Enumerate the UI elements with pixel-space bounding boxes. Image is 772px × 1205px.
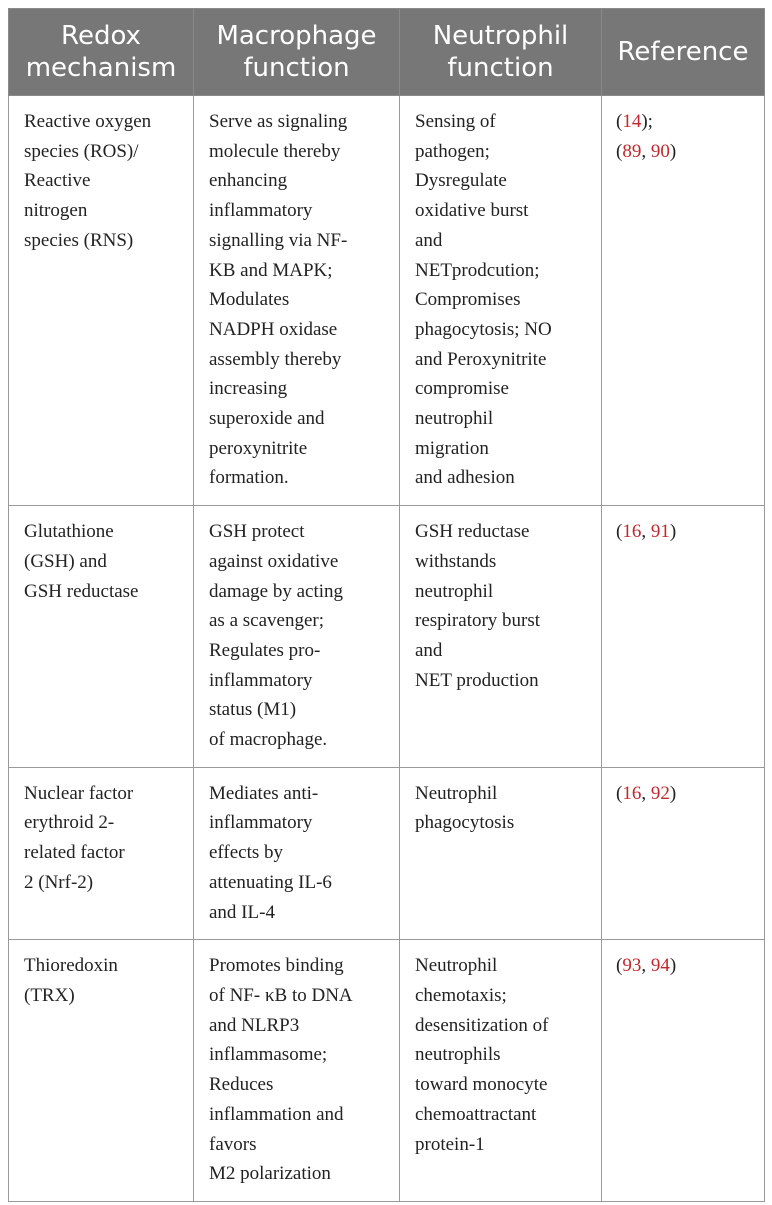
reference-punctuation: ( [616,782,623,804]
cell-reference [602,96,765,506]
mechanism-line: Nuclear factor [24,782,134,804]
macrophage-line: attenuating IL-6 [209,871,332,893]
reference-link[interactable]: 93 [622,955,642,977]
macrophage-line: KB and MAPK; [209,259,333,281]
macrophage-line: inflammatory [209,200,313,222]
reference-punctuation: ( [616,111,623,132]
mechanism-line: species (ROS)/ [24,140,139,162]
macrophage-line: of macrophage. [209,729,328,751]
reference-punctuation: ) [669,782,677,804]
mechanism-line: (GSH) and [24,550,107,572]
neutrophil-line: Neutrophil [415,955,498,977]
reference-line [616,779,756,809]
macrophage-line: inflammatory [209,812,313,834]
header-line: mechanism [25,53,177,83]
header-neutrophil-function [400,9,602,96]
header-line: function [447,53,554,83]
neutrophil-line: neutrophil [415,580,494,602]
reference-punctuation: ( [616,140,623,162]
reference-punctuation: , [641,955,651,977]
cell-redox-mechanism [9,96,194,506]
reference-line [616,107,756,137]
macrophage-line: Reduces [209,1074,274,1096]
mechanism-line: GSH reductase [24,580,139,602]
reference-punctuation: ) [669,521,677,543]
macrophage-line: Regulates pro- [209,639,321,661]
neutrophil-line: compromise [415,378,509,400]
neutrophil-line: neutrophil [415,408,494,430]
macrophage-line: assembly thereby [209,348,342,370]
reference-link[interactable]: 16 [622,782,642,804]
macrophage-line: status (M1) [209,699,297,721]
reference-line [616,137,756,167]
cell-redox-mechanism [9,767,194,940]
table-row [9,96,765,506]
header-redox-mechanism [9,9,194,96]
reference-punctuation: ) [669,955,677,977]
reference-punctuation: , [641,782,651,804]
cell-macrophage-function [194,940,400,1202]
neutrophil-line: chemoattractant [415,1103,537,1125]
reference-link[interactable]: 90 [650,140,670,162]
reference-link[interactable]: 89 [622,140,642,162]
table-row [9,940,765,1202]
mechanism-line: (TRX) [24,984,75,1006]
neutrophil-line: and adhesion [415,467,515,489]
neutrophil-line: respiratory burst [415,610,541,632]
neutrophil-line: chemotaxis; [415,984,507,1006]
neutrophil-line: Sensing of [415,111,496,132]
cell-redox-mechanism [9,940,194,1202]
mechanism-line: Thioredoxin [24,955,118,977]
macrophage-line: damage by acting [209,580,344,602]
neutrophil-line: withstands [415,550,497,572]
macrophage-line: formation. [209,467,289,489]
neutrophil-line: Neutrophil [415,782,498,804]
mechanism-line: Reactive oxygen [24,111,152,132]
reference-link[interactable]: 94 [650,955,670,977]
macrophage-line: and NLRP3 [209,1014,300,1036]
header-line: Macrophage [216,21,377,51]
macrophage-line: as a scavenger; [209,610,324,632]
neutrophil-line: Compromises [415,289,521,311]
mechanism-line: Reactive [24,170,91,192]
macrophage-line: superoxide and [209,408,325,430]
macrophage-line: NADPH oxidase [209,318,338,340]
header-line: Redox [61,21,141,51]
reference-line [616,517,756,547]
reference-link[interactable]: 14 [622,111,642,132]
mechanism-line: related factor [24,842,125,864]
cell-neutrophil-function [400,506,602,768]
macrophage-line: favors [209,1133,257,1155]
cell-reference [602,940,765,1202]
cell-reference [602,767,765,940]
neutrophil-line: phagocytosis; NO [415,318,552,340]
macrophage-line: inflammation and [209,1103,344,1125]
header-line: function [243,53,350,83]
macrophage-line: effects by [209,842,284,864]
reference-link[interactable]: 91 [650,521,670,543]
neutrophil-line: pathogen; [415,140,490,162]
macrophage-line: M2 polarization [209,1163,331,1185]
mechanism-line: species (RNS) [24,229,134,251]
macrophage-line: molecule thereby [209,140,341,162]
cell-macrophage-function [194,506,400,768]
neutrophil-line: and [415,229,443,251]
macrophage-line: inflammasome; [209,1044,328,1066]
neutrophil-line: NET production [415,669,539,691]
macrophage-line: increasing [209,378,288,400]
header-line: Neutrophil [432,21,569,51]
cell-neutrophil-function [400,940,602,1202]
header-reference [602,9,765,96]
reference-punctuation: , [641,521,651,543]
macrophage-line: inflammatory [209,669,313,691]
mechanism-line: 2 (Nrf-2) [24,871,94,893]
neutrophil-line: neutrophils [415,1044,501,1066]
cell-reference [602,506,765,768]
reference-punctuation: ( [616,955,623,977]
macrophage-line: Modulates [209,289,290,311]
neutrophil-line: Dysregulate [415,170,507,192]
neutrophil-line: NETprodcution; [415,259,540,281]
macrophage-line: Serve as signaling [209,111,348,132]
cell-redox-mechanism [9,506,194,768]
neutrophil-line: toward monocyte [415,1074,548,1096]
neutrophil-line: GSH reductase [415,521,530,543]
neutrophil-line: protein-1 [415,1133,485,1155]
macrophage-line: signalling via NF- [209,229,348,251]
mechanism-line: erythroid 2- [24,812,115,834]
reference-link[interactable]: 92 [650,782,670,804]
neutrophil-line: oxidative burst [415,200,529,222]
macrophage-line: of NF- κB to DNA [209,984,353,1006]
cell-macrophage-function [194,96,400,506]
macrophage-line: GSH protect [209,521,305,543]
table-row [9,767,765,940]
redox-table [8,8,765,1202]
header-row [9,9,765,96]
neutrophil-line: and Peroxynitrite [415,348,547,370]
header-line: Reference [617,37,749,67]
cell-macrophage-function [194,767,400,940]
reference-punctuation: ); [641,111,653,132]
neutrophil-line: desensitization of [415,1014,549,1036]
macrophage-line: enhancing [209,170,288,192]
cell-neutrophil-function [400,767,602,940]
reference-punctuation: , [641,140,651,162]
macrophage-line: against oxidative [209,550,339,572]
neutrophil-line: and [415,639,443,661]
reference-punctuation: ) [669,140,677,162]
table-body [9,96,765,1202]
macrophage-line: peroxynitrite [209,437,308,459]
mechanism-line: nitrogen [24,200,88,222]
table-row [9,506,765,768]
header-macrophage-function [194,9,400,96]
macrophage-line: Promotes binding [209,955,344,977]
neutrophil-line: migration [415,437,489,459]
reference-punctuation: ( [616,521,623,543]
cell-neutrophil-function [400,96,602,506]
neutrophil-line: phagocytosis [415,812,515,834]
reference-link[interactable]: 16 [622,521,642,543]
macrophage-line: Mediates anti- [209,782,319,804]
macrophage-line: and IL-4 [209,901,275,923]
table-header [9,9,765,96]
mechanism-line: Glutathione [24,521,114,543]
reference-line [616,951,756,981]
